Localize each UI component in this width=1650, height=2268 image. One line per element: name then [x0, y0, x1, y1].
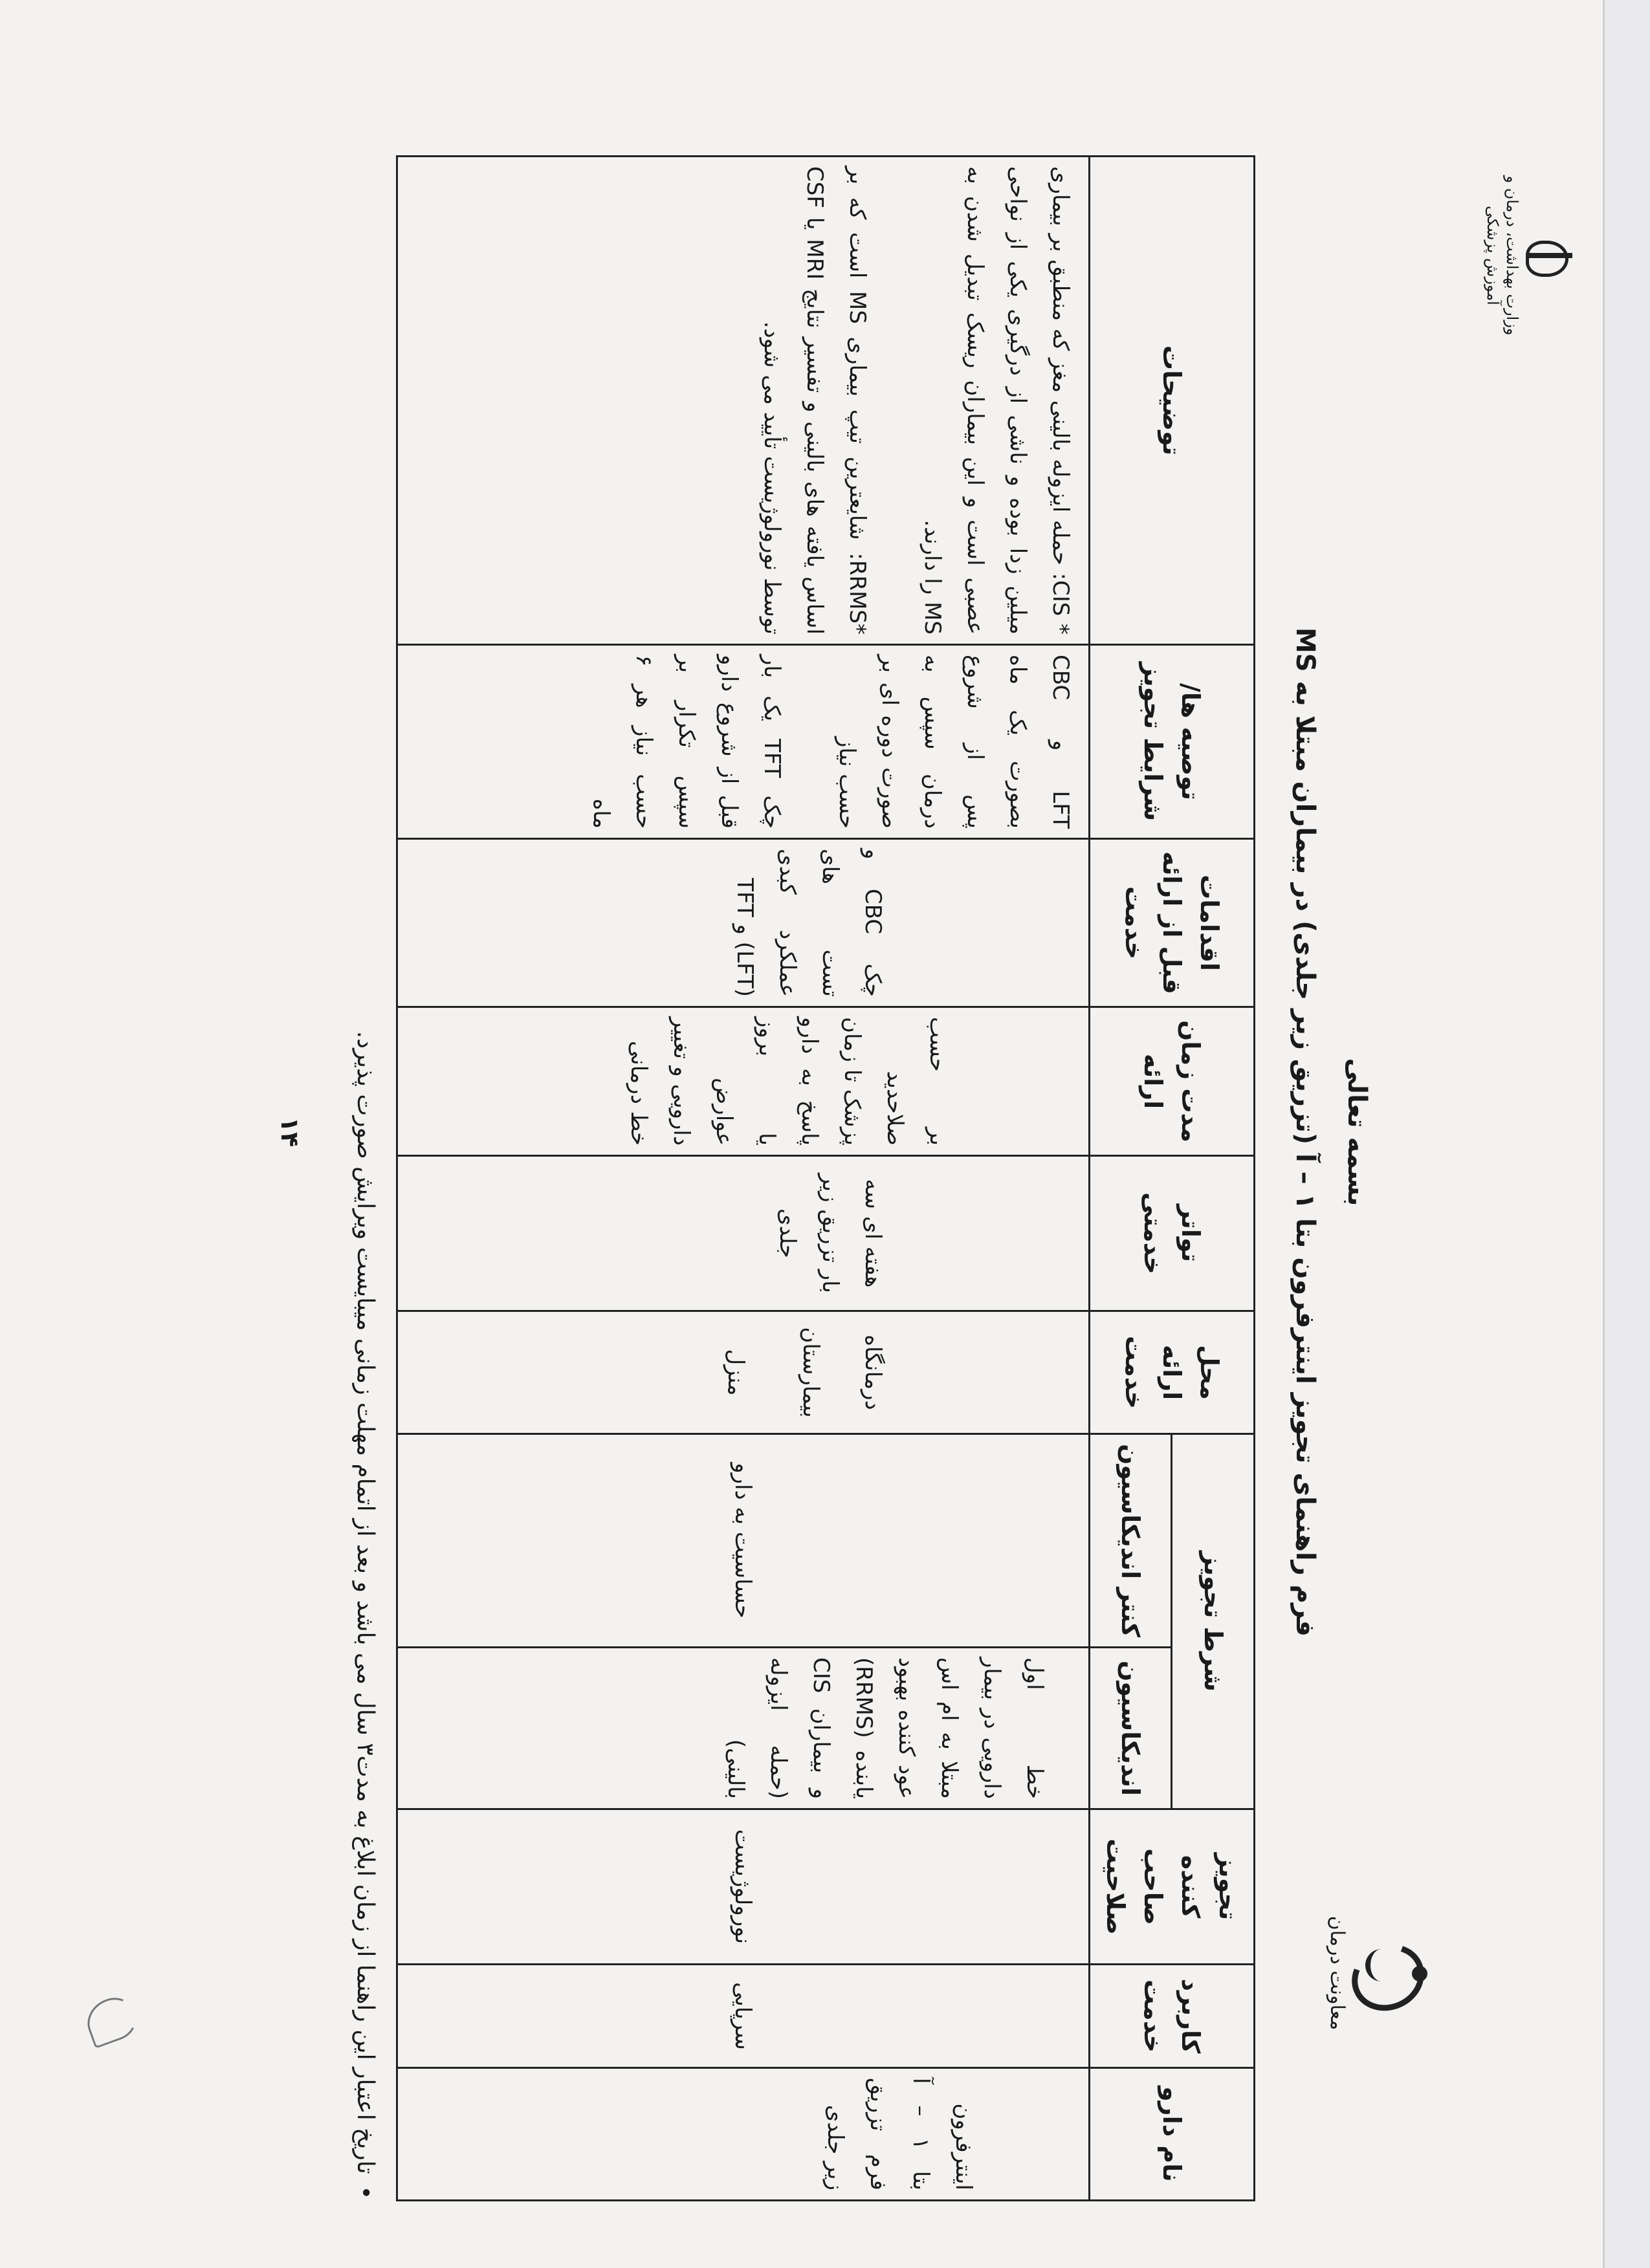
handwritten-mark: [81, 1992, 142, 2049]
location-clinic: درمانگاه: [860, 1335, 886, 1410]
recommendation-tft: چک TFT یک بار قبل از شروع دارو سپس تکرار بر حسب نیاز هر ۶ ماه: [588, 655, 785, 829]
header-prescriber: تجویز کننده صاحب صلاحیت: [1090, 1809, 1255, 1965]
cell-pre-actions: چک CBC و تست های عملکرد کبدی (LFT) و TFT: [397, 839, 1090, 1007]
cell-duration: بر حسب صلاحدید پزشک تا زمان پاسخ به دارو یا بروز عوارض دارویی و تغییر خط درمانی: [397, 1007, 1090, 1156]
ministry-logo: [1483, 171, 1572, 340]
cell-frequency: هفته ای سه بار تزریق زیر جلدی: [397, 1156, 1090, 1311]
location-hospital: بیمارستان: [798, 1327, 824, 1418]
table-row: [397, 157, 1090, 2201]
header-duration: مدت زمان ارائه: [1090, 1007, 1255, 1156]
cell-prescriber: نورولوژیست: [397, 1809, 1090, 1965]
department-text: معاونت درمان: [1326, 1915, 1348, 2031]
page-number: ۱۴: [276, 1117, 304, 1148]
cell-notes: [397, 157, 1090, 645]
cell-service-location: [397, 1311, 1090, 1434]
rotated-page: [39, 26, 1598, 2238]
header-condition-group: شرط تجویز: [1172, 1434, 1255, 1809]
scan-edge: [1603, 0, 1650, 2268]
iran-emblem-icon: [1527, 233, 1572, 278]
basmala: بسمه تعالی: [1342, 1058, 1372, 1206]
header-pre-actions: اقدامات قبل از ارائه خدمت: [1090, 839, 1255, 1007]
header-drug-name: نام دارو: [1090, 2068, 1255, 2201]
page-title: فرم راهنمای تجویز اینترفرون بتا ۱ – آ (تزریق زیر جلدی) در بیماران مبتلا به MS: [1290, 627, 1320, 1637]
header-service-use: کاربرد خدمت: [1090, 1965, 1255, 2068]
location-home: منزل: [723, 1349, 749, 1396]
cell-drug-name: اینترفرون بتا ۱ – آ فرم تزریق زیر جلدی: [397, 2068, 1090, 2201]
ministry-text: وزارت بهداشت، درمان و آموزش پزشکی: [1484, 175, 1521, 336]
cell-indication: خط اول دارویی در بیمار مبتلا به ام اس عود کننده بهبود یابنده (RRMS) و بیماران CIS (حمله ایزوله بالینی): [397, 1648, 1090, 1809]
cell-contraindication: حساسیت به دارو: [397, 1434, 1090, 1648]
header-frequency: تواتر خدمتی: [1090, 1156, 1255, 1311]
header-row: [1172, 157, 1255, 2201]
header-service-location: محل ارائه خدمت: [1090, 1311, 1255, 1434]
header-recommendations: توصیه ها/شرایط تجویز: [1090, 645, 1255, 839]
validity-footnote: • تاریخ اعتبار این راهنما از زمان ابلاغ به مدت۳ سال می باشد و بعد از اتمام مهلت زمانی میبایست ویرایش صورت پذیرد.: [352, 220, 379, 2199]
guideline-table: [396, 155, 1255, 2201]
cell-recommendations: [397, 645, 1090, 839]
cell-service-use: سرپایی: [397, 1965, 1090, 2068]
note-rrms: *RRMS: شایعترین تیپ بیماری MS است که بر اساس یافته های بالینی و تفسیر نتایج MRI یا CSF توسط نورولوژیست تأیید می شود.: [759, 166, 870, 635]
header-contraindication: کنتر اندیکاسیون: [1090, 1434, 1172, 1648]
header-indication: اندیکاسیون: [1090, 1648, 1172, 1809]
recommendation-lft-cbc: LFT و CBC بصورت یک ماه پس از شروع درمان سپس به صورت دوره ای بر حسب نیاز: [834, 655, 1073, 829]
header-notes: توضیحات: [1090, 157, 1255, 645]
note-cis: * CIS: حمله ایزوله بالینی مغز که منطبق بر بیماری میلین زدا بوده و ناشی از درگیری یکی از نواحی عصبی است و این بیماران ریسک تبدیل شدن به MS را دارند.: [919, 166, 1073, 635]
